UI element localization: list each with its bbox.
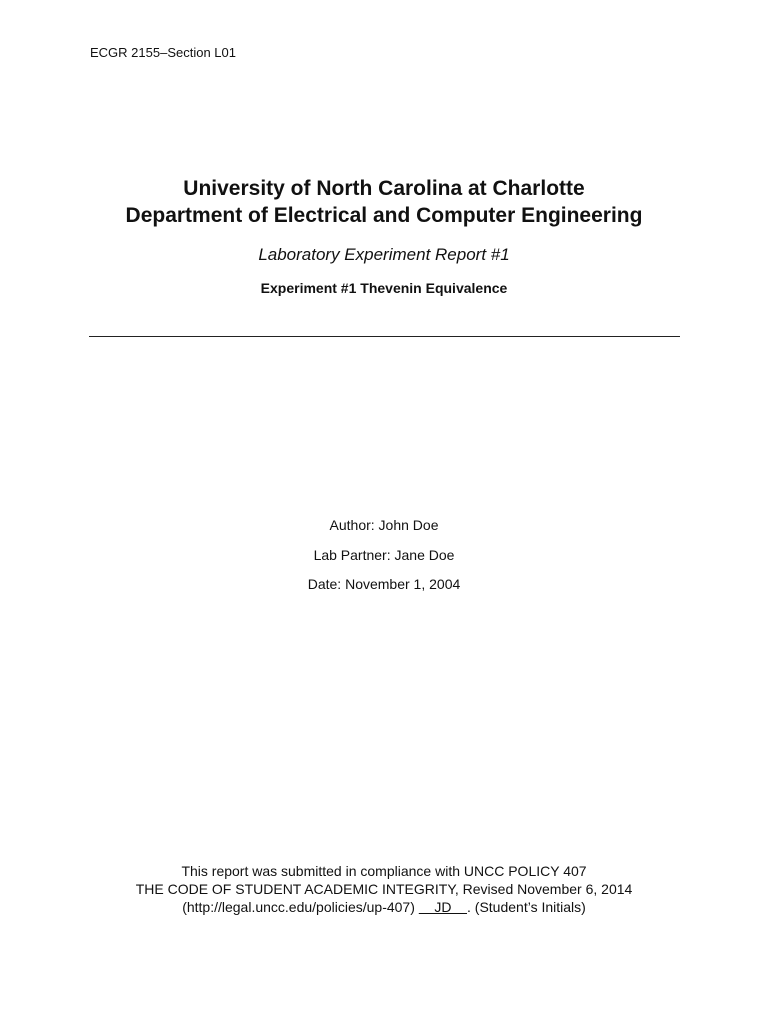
department-title: Department of Electrical and Computer Engineering bbox=[125, 204, 643, 227]
compliance-statement bbox=[0, 862, 768, 916]
date-line: Date: November 1, 2004 bbox=[307, 576, 461, 592]
policy-url-text: (http://legal.uncc.edu/policies/up-407) bbox=[182, 899, 419, 915]
compliance-line-3 bbox=[0, 898, 768, 916]
initials-label: . (Student’s Initials) bbox=[467, 899, 586, 915]
compliance-line-1: This report was submitted in compliance with UNCC POLICY 407 bbox=[181, 863, 587, 879]
author-info-block bbox=[0, 516, 768, 605]
course-section-label: ECGR 2155–Section L01 bbox=[90, 45, 236, 60]
experiment-title: Experiment #1 Thevenin Equivalence bbox=[260, 280, 508, 296]
university-title: University of North Carolina at Charlotte bbox=[183, 177, 585, 200]
title-block bbox=[0, 175, 768, 297]
compliance-line-2: THE CODE OF STUDENT ACADEMIC INTEGRITY, Revised November 6, 2014 bbox=[135, 881, 633, 897]
student-initials: JD bbox=[418, 899, 468, 915]
lab-partner-line: Lab Partner: Jane Doe bbox=[313, 546, 455, 563]
report-subtitle: Laboratory Experiment Report #1 bbox=[258, 245, 510, 264]
horizontal-divider bbox=[89, 336, 680, 337]
author-line: Author: John Doe bbox=[329, 517, 439, 533]
